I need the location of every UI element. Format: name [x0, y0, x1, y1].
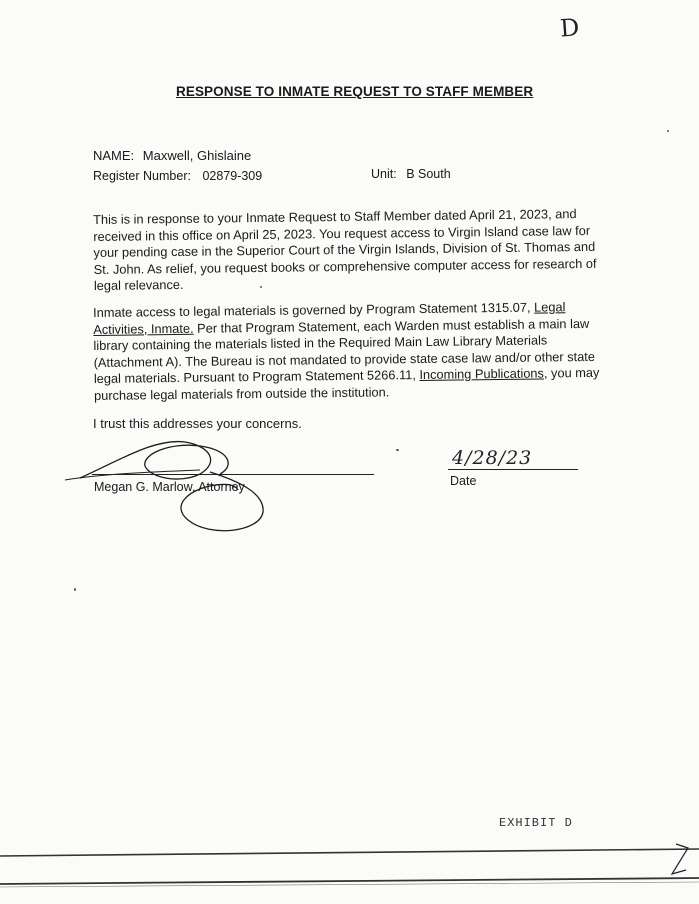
- paragraph-closing: I trust this addresses your concerns.: [93, 416, 302, 431]
- paragraph-request: This is in response to your Inmate Request to Staff Member dated April 21, 2023, and received in this office on April 25, 2023. You request access to Virgin Island case law for your pending case in the Superior Court of the Virgin Islands, Division of St. Thomas and St. John. As relief, you request books or comprehensive computer access for research of legal relevance.: [93, 206, 597, 293]
- incoming-publications-reference: Incoming Publications: [419, 365, 544, 383]
- scan-speck: [260, 286, 262, 288]
- scan-speck: [667, 130, 669, 132]
- handwritten-date: 4/28/23: [452, 447, 533, 469]
- name-label: NAME:: [93, 148, 135, 163]
- register-value: 02879-309: [202, 169, 263, 183]
- date-line: [448, 469, 578, 470]
- register-line: [93, 169, 262, 183]
- scan-speck: [74, 588, 76, 591]
- policy-text-3: , you may purchase legal materials from outside the institution.: [94, 364, 600, 403]
- document-title: RESPONSE TO INMATE REQUEST TO STAFF MEMBER: [176, 84, 534, 99]
- signature-line: [92, 474, 374, 475]
- date-label: Date: [450, 474, 477, 488]
- scan-speck: [396, 449, 399, 451]
- exhibit-label: EXHIBIT D: [499, 816, 573, 830]
- scan-edge-lines: [0, 830, 699, 904]
- signatory-name: Megan G. Marlow, Attorney: [94, 480, 245, 494]
- name-line: [93, 148, 251, 163]
- unit-line: [371, 167, 451, 181]
- paragraph-policy: [93, 299, 614, 404]
- unit-label: Unit:: [371, 167, 397, 181]
- policy-text-1: Inmate access to legal materials is governed by Program Statement 1315.07,: [93, 299, 535, 320]
- register-label: Register Number:: [93, 169, 191, 183]
- name-value: Maxwell, Ghislaine: [142, 148, 252, 163]
- unit-value: B South: [406, 167, 451, 181]
- corner-mark: D: [559, 13, 581, 43]
- legal-activities-reference: Legal Activities, Inmate.: [93, 299, 566, 337]
- policy-text-2: Per that Program Statement, each Warden must establish a main law library containing the materials listed in the Required Main Law Library Materials (Attachment A). The Bureau is not mandated to provide state case law and/or other state legal materials. Pursuant to Program Statement 5266.11,: [93, 315, 596, 386]
